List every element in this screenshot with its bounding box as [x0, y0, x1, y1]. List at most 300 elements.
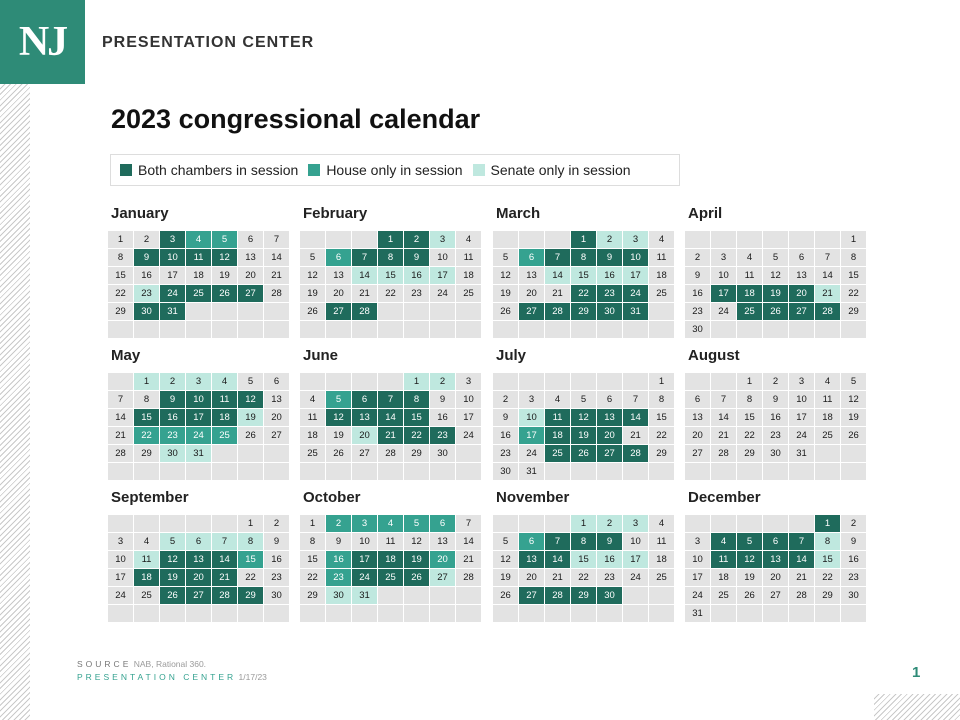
day-cell: 27 [326, 303, 351, 320]
day-cell: 23 [841, 569, 866, 586]
month-december [685, 489, 866, 622]
month-september [108, 489, 289, 622]
day-cell: 11 [815, 391, 840, 408]
day-cell: 1 [238, 515, 263, 532]
day-cell: 25 [649, 569, 674, 586]
day-cell: 14 [264, 249, 289, 266]
day-cell: 20 [238, 267, 263, 284]
empty-cell [264, 303, 289, 320]
empty-cell [456, 587, 481, 604]
day-cell: 9 [134, 249, 159, 266]
empty-cell [841, 445, 866, 462]
day-cell: 21 [212, 569, 237, 586]
empty-cell [430, 463, 455, 480]
day-cell: 2 [264, 515, 289, 532]
day-cell: 29 [134, 445, 159, 462]
day-cell: 7 [789, 533, 814, 550]
empty-cell [186, 303, 211, 320]
day-cell: 12 [326, 409, 351, 426]
month-grid [685, 515, 866, 622]
day-cell: 4 [737, 249, 762, 266]
day-cell: 26 [493, 587, 518, 604]
day-cell: 11 [186, 249, 211, 266]
day-cell: 13 [238, 249, 263, 266]
day-cell: 20 [264, 409, 289, 426]
day-cell: 24 [623, 569, 648, 586]
empty-cell [711, 515, 736, 532]
day-cell: 3 [519, 391, 544, 408]
day-cell: 4 [134, 533, 159, 550]
empty-cell [212, 463, 237, 480]
day-cell: 19 [493, 285, 518, 302]
month-name: March [496, 205, 541, 222]
month-name: August [688, 347, 740, 364]
day-cell: 11 [134, 551, 159, 568]
day-cell: 20 [352, 427, 377, 444]
legend-label-house: House only in session [326, 162, 463, 178]
day-cell: 22 [300, 569, 325, 586]
day-cell: 2 [404, 231, 429, 248]
day-cell: 6 [430, 515, 455, 532]
empty-cell [212, 303, 237, 320]
day-cell: 19 [300, 285, 325, 302]
empty-cell [685, 515, 710, 532]
day-cell: 14 [212, 551, 237, 568]
empty-cell [571, 605, 596, 622]
day-cell: 10 [456, 391, 481, 408]
day-cell: 2 [160, 373, 185, 390]
day-cell: 20 [789, 285, 814, 302]
day-cell: 16 [326, 551, 351, 568]
day-cell: 3 [108, 533, 133, 550]
empty-cell [404, 587, 429, 604]
month-name: June [303, 347, 339, 364]
day-cell: 23 [597, 285, 622, 302]
empty-cell [493, 321, 518, 338]
empty-cell [737, 321, 762, 338]
day-cell: 19 [493, 569, 518, 586]
empty-cell [456, 321, 481, 338]
empty-cell [326, 231, 351, 248]
month-april [685, 205, 866, 338]
day-cell: 8 [737, 391, 762, 408]
day-cell: 19 [841, 409, 866, 426]
day-cell: 12 [404, 533, 429, 550]
day-cell: 15 [571, 267, 596, 284]
day-cell: 17 [430, 267, 455, 284]
day-cell: 13 [186, 551, 211, 568]
day-cell: 8 [238, 533, 263, 550]
day-cell: 20 [326, 285, 351, 302]
source-text: NAB, Rational 360. [133, 659, 207, 669]
day-cell: 28 [623, 445, 648, 462]
month-name: April [688, 205, 723, 222]
day-cell: 21 [264, 267, 289, 284]
empty-cell [815, 605, 840, 622]
day-cell: 3 [352, 515, 377, 532]
day-cell: 15 [571, 551, 596, 568]
empty-cell [623, 587, 648, 604]
footer-center-line [77, 672, 267, 682]
day-cell: 25 [545, 445, 570, 462]
day-cell: 29 [737, 445, 762, 462]
day-cell: 9 [430, 391, 455, 408]
day-cell: 5 [841, 373, 866, 390]
empty-cell [545, 373, 570, 390]
day-cell: 19 [763, 285, 788, 302]
empty-cell [789, 605, 814, 622]
day-cell: 7 [264, 231, 289, 248]
empty-cell [519, 373, 544, 390]
empty-cell [571, 373, 596, 390]
empty-cell [108, 373, 133, 390]
day-cell: 6 [352, 391, 377, 408]
empty-cell [737, 515, 762, 532]
empty-cell [763, 515, 788, 532]
legend-item-both [120, 162, 298, 178]
day-cell: 10 [430, 249, 455, 266]
day-cell: 14 [711, 409, 736, 426]
day-cell: 10 [108, 551, 133, 568]
month-name: January [111, 205, 169, 222]
day-cell: 24 [160, 285, 185, 302]
day-cell: 20 [519, 285, 544, 302]
empty-cell [789, 231, 814, 248]
month-name: December [688, 489, 761, 506]
empty-cell [493, 515, 518, 532]
day-cell: 13 [519, 551, 544, 568]
day-cell: 11 [300, 409, 325, 426]
day-cell: 15 [134, 409, 159, 426]
day-cell: 25 [378, 569, 403, 586]
day-cell: 18 [186, 267, 211, 284]
day-cell: 23 [685, 303, 710, 320]
day-cell: 1 [841, 231, 866, 248]
day-cell: 22 [815, 569, 840, 586]
empty-cell [685, 231, 710, 248]
day-cell: 16 [134, 267, 159, 284]
nj-logo [0, 0, 85, 84]
legend-item-house [308, 162, 462, 178]
hatch-decoration-bottom-right [874, 694, 960, 720]
day-cell: 8 [649, 391, 674, 408]
day-cell: 8 [404, 391, 429, 408]
day-cell: 21 [711, 427, 736, 444]
day-cell: 19 [212, 267, 237, 284]
day-cell: 16 [493, 427, 518, 444]
day-cell: 25 [737, 303, 762, 320]
empty-cell [649, 463, 674, 480]
day-cell: 13 [519, 267, 544, 284]
empty-cell [649, 321, 674, 338]
day-cell: 24 [711, 303, 736, 320]
day-cell: 31 [789, 445, 814, 462]
empty-cell [430, 587, 455, 604]
day-cell: 30 [430, 445, 455, 462]
day-cell: 3 [711, 249, 736, 266]
day-cell: 29 [404, 445, 429, 462]
day-cell: 8 [571, 533, 596, 550]
empty-cell [186, 321, 211, 338]
day-cell: 21 [789, 569, 814, 586]
day-cell: 28 [545, 587, 570, 604]
day-cell: 18 [711, 569, 736, 586]
day-cell: 28 [789, 587, 814, 604]
day-cell: 23 [326, 569, 351, 586]
empty-cell [841, 605, 866, 622]
day-cell: 13 [430, 533, 455, 550]
empty-cell [212, 321, 237, 338]
day-cell: 22 [238, 569, 263, 586]
day-cell: 27 [519, 303, 544, 320]
empty-cell [789, 515, 814, 532]
day-cell: 13 [763, 551, 788, 568]
day-cell: 11 [378, 533, 403, 550]
day-cell: 4 [711, 533, 736, 550]
day-cell: 17 [685, 569, 710, 586]
day-cell: 20 [519, 569, 544, 586]
day-cell: 10 [623, 249, 648, 266]
empty-cell [623, 463, 648, 480]
day-cell: 8 [134, 391, 159, 408]
day-cell: 22 [571, 285, 596, 302]
day-cell: 24 [623, 285, 648, 302]
empty-cell [649, 303, 674, 320]
day-cell: 1 [571, 231, 596, 248]
empty-cell [160, 605, 185, 622]
empty-cell [456, 303, 481, 320]
day-cell: 5 [238, 373, 263, 390]
day-cell: 9 [493, 409, 518, 426]
day-cell: 14 [378, 409, 403, 426]
day-cell: 24 [789, 427, 814, 444]
day-cell: 15 [108, 267, 133, 284]
day-cell: 10 [711, 267, 736, 284]
day-cell: 18 [378, 551, 403, 568]
day-cell: 12 [300, 267, 325, 284]
day-cell: 27 [238, 285, 263, 302]
empty-cell [300, 463, 325, 480]
month-grid [493, 231, 674, 338]
empty-cell [430, 303, 455, 320]
month-grid [300, 231, 481, 338]
empty-cell [404, 321, 429, 338]
day-cell: 2 [763, 373, 788, 390]
empty-cell [238, 605, 263, 622]
empty-cell [264, 321, 289, 338]
day-cell: 4 [300, 391, 325, 408]
day-cell: 19 [571, 427, 596, 444]
day-cell: 29 [238, 587, 263, 604]
day-cell: 3 [160, 231, 185, 248]
empty-cell [545, 605, 570, 622]
day-cell: 5 [212, 231, 237, 248]
day-cell: 7 [456, 515, 481, 532]
day-cell: 7 [545, 533, 570, 550]
empty-cell [789, 321, 814, 338]
day-cell: 5 [571, 391, 596, 408]
empty-cell [352, 605, 377, 622]
day-cell: 26 [763, 303, 788, 320]
day-cell: 8 [300, 533, 325, 550]
day-cell: 31 [160, 303, 185, 320]
day-cell: 17 [789, 409, 814, 426]
empty-cell [186, 515, 211, 532]
month-name: September [111, 489, 189, 506]
empty-cell [545, 321, 570, 338]
day-cell: 27 [789, 303, 814, 320]
day-cell: 20 [597, 427, 622, 444]
day-cell: 2 [597, 515, 622, 532]
day-cell: 15 [649, 409, 674, 426]
day-cell: 2 [597, 231, 622, 248]
day-cell: 26 [737, 587, 762, 604]
day-cell: 10 [623, 533, 648, 550]
day-cell: 22 [134, 427, 159, 444]
day-cell: 3 [456, 373, 481, 390]
empty-cell [685, 373, 710, 390]
empty-cell [326, 321, 351, 338]
empty-cell [763, 463, 788, 480]
legend-swatch-senate [473, 164, 485, 176]
day-cell: 19 [404, 551, 429, 568]
empty-cell [841, 463, 866, 480]
month-july [493, 347, 674, 480]
empty-cell [264, 605, 289, 622]
day-cell: 6 [326, 249, 351, 266]
footer-date: 1/17/23 [238, 672, 267, 682]
day-cell: 11 [649, 249, 674, 266]
empty-cell [352, 231, 377, 248]
day-cell: 14 [545, 267, 570, 284]
empty-cell [815, 231, 840, 248]
day-cell: 30 [264, 587, 289, 604]
day-cell: 4 [649, 231, 674, 248]
day-cell: 4 [212, 373, 237, 390]
hatch-decoration-left [0, 84, 30, 720]
day-cell: 10 [186, 391, 211, 408]
day-cell: 30 [597, 587, 622, 604]
empty-cell [160, 515, 185, 532]
day-cell: 6 [519, 249, 544, 266]
day-cell: 30 [763, 445, 788, 462]
day-cell: 1 [300, 515, 325, 532]
day-cell: 16 [404, 267, 429, 284]
day-cell: 25 [300, 445, 325, 462]
empty-cell [326, 605, 351, 622]
day-cell: 16 [597, 267, 622, 284]
empty-cell [763, 605, 788, 622]
empty-cell [737, 463, 762, 480]
day-cell: 23 [493, 445, 518, 462]
day-cell: 16 [597, 551, 622, 568]
empty-cell [404, 463, 429, 480]
day-cell: 18 [649, 551, 674, 568]
day-cell: 11 [649, 533, 674, 550]
day-cell: 11 [456, 249, 481, 266]
day-cell: 22 [404, 427, 429, 444]
month-grid [300, 515, 481, 622]
day-cell: 30 [597, 303, 622, 320]
day-cell: 9 [404, 249, 429, 266]
empty-cell [597, 463, 622, 480]
day-cell: 27 [685, 445, 710, 462]
source-label: SOURCE [77, 659, 132, 669]
empty-cell [430, 605, 455, 622]
day-cell: 1 [108, 231, 133, 248]
day-cell: 30 [160, 445, 185, 462]
empty-cell [212, 605, 237, 622]
day-cell: 22 [649, 427, 674, 444]
day-cell: 3 [186, 373, 211, 390]
day-cell: 12 [571, 409, 596, 426]
day-cell: 28 [264, 285, 289, 302]
day-cell: 3 [685, 533, 710, 550]
day-cell: 23 [160, 427, 185, 444]
day-cell: 18 [545, 427, 570, 444]
day-cell: 22 [378, 285, 403, 302]
day-cell: 14 [352, 267, 377, 284]
day-cell: 27 [264, 427, 289, 444]
empty-cell [430, 321, 455, 338]
empty-cell [456, 463, 481, 480]
empty-cell [493, 373, 518, 390]
legend-swatch-house [308, 164, 320, 176]
day-cell: 17 [186, 409, 211, 426]
day-cell: 14 [789, 551, 814, 568]
day-cell: 7 [212, 533, 237, 550]
day-cell: 16 [763, 409, 788, 426]
day-cell: 29 [649, 445, 674, 462]
day-cell: 9 [597, 533, 622, 550]
empty-cell [493, 605, 518, 622]
day-cell: 25 [815, 427, 840, 444]
empty-cell [815, 445, 840, 462]
empty-cell [649, 605, 674, 622]
day-cell: 23 [264, 569, 289, 586]
day-cell: 9 [160, 391, 185, 408]
day-cell: 12 [493, 267, 518, 284]
day-cell: 31 [623, 303, 648, 320]
day-cell: 18 [649, 267, 674, 284]
day-cell: 21 [456, 551, 481, 568]
day-cell: 31 [519, 463, 544, 480]
month-name: February [303, 205, 368, 222]
day-cell: 27 [186, 587, 211, 604]
day-cell: 12 [763, 267, 788, 284]
day-cell: 3 [789, 373, 814, 390]
day-cell: 13 [352, 409, 377, 426]
empty-cell [711, 463, 736, 480]
day-cell: 28 [815, 303, 840, 320]
day-cell: 5 [160, 533, 185, 550]
day-cell: 12 [238, 391, 263, 408]
month-name: July [496, 347, 527, 364]
day-cell: 14 [456, 533, 481, 550]
day-cell: 29 [841, 303, 866, 320]
day-cell: 9 [841, 533, 866, 550]
day-cell: 22 [737, 427, 762, 444]
day-cell: 4 [815, 373, 840, 390]
month-march [493, 205, 674, 338]
day-cell: 1 [134, 373, 159, 390]
day-cell: 17 [623, 267, 648, 284]
day-cell: 3 [623, 231, 648, 248]
day-cell: 5 [326, 391, 351, 408]
empty-cell [238, 463, 263, 480]
day-cell: 1 [649, 373, 674, 390]
day-cell: 22 [841, 285, 866, 302]
